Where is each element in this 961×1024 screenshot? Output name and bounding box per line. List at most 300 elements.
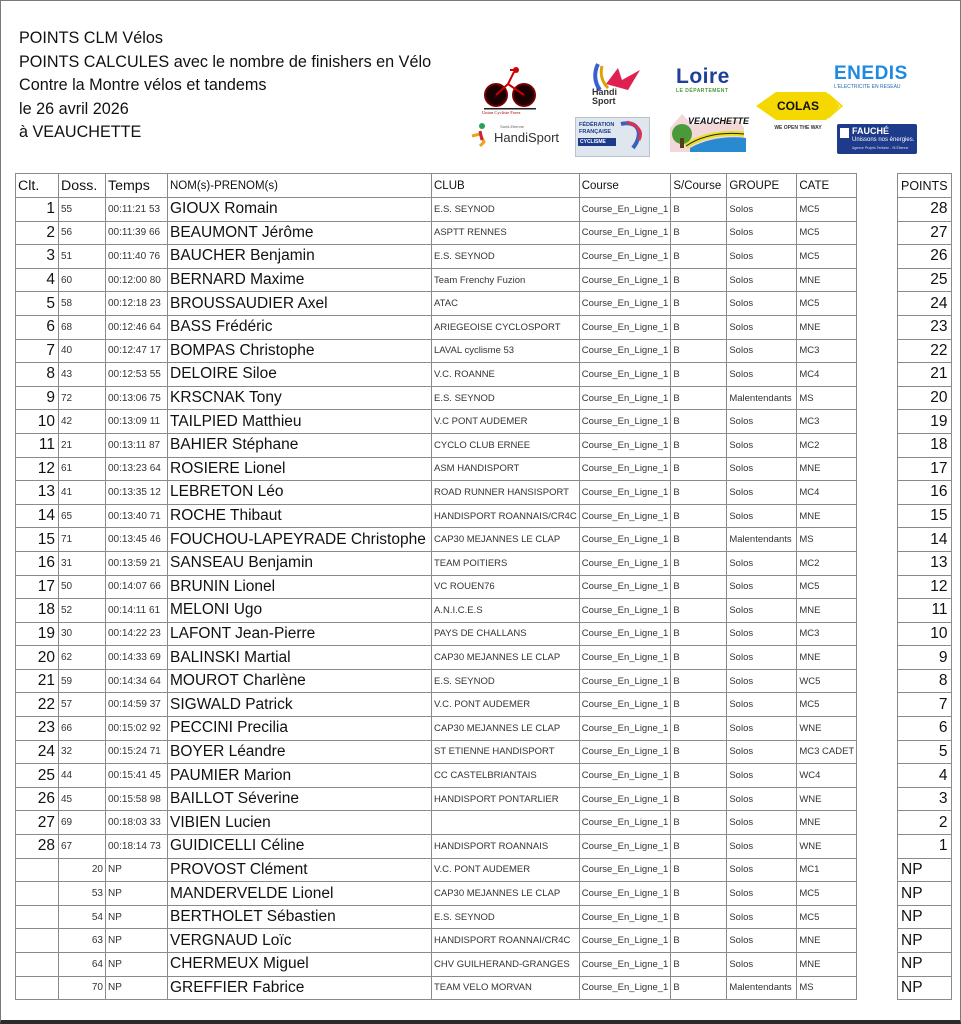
points-cell: 16 bbox=[898, 481, 952, 505]
points-cell: NP bbox=[898, 858, 952, 882]
name-cell: PAUMIER Marion bbox=[168, 764, 432, 788]
bib-cell: 68 bbox=[59, 315, 106, 339]
subcourse-cell: B bbox=[671, 811, 727, 835]
points-row bbox=[898, 811, 952, 835]
group-cell: Malentendants bbox=[727, 976, 797, 1000]
points-row bbox=[898, 669, 952, 693]
group-cell: Solos bbox=[727, 457, 797, 481]
rank-cell: 14 bbox=[16, 504, 59, 528]
time-cell: 00:18:03 33 bbox=[106, 811, 168, 835]
category-cell: MC4 bbox=[797, 481, 857, 505]
category-cell: WNE bbox=[797, 787, 857, 811]
category-cell: MNE bbox=[797, 929, 857, 953]
rank-cell: 12 bbox=[16, 457, 59, 481]
bib-cell: 58 bbox=[59, 292, 106, 316]
subcourse-cell: B bbox=[671, 481, 727, 505]
category-cell: MS bbox=[797, 386, 857, 410]
time-cell: 00:15:24 71 bbox=[106, 740, 168, 764]
time-cell: NP bbox=[106, 929, 168, 953]
table-row bbox=[16, 905, 857, 929]
club-cell: V.C. ROANNE bbox=[432, 363, 580, 387]
bib-cell: 63 bbox=[59, 929, 106, 953]
rank-cell: 4 bbox=[16, 268, 59, 292]
bib-cell: 54 bbox=[59, 905, 106, 929]
subcourse-cell: B bbox=[671, 245, 727, 269]
subcourse-cell: B bbox=[671, 669, 727, 693]
subcourse-cell: B bbox=[671, 528, 727, 552]
subcourse-cell: B bbox=[671, 882, 727, 906]
subcourse-cell: B bbox=[671, 504, 727, 528]
points-row bbox=[898, 528, 952, 552]
points-cell: 18 bbox=[898, 433, 952, 457]
club-cell: CAP30 MEJANNES LE CLAP bbox=[432, 717, 580, 741]
group-cell: Solos bbox=[727, 858, 797, 882]
subcourse-cell: B bbox=[671, 953, 727, 977]
column-header-nom: NOM(s)-PRENOM(s) bbox=[168, 174, 432, 198]
bib-cell: 62 bbox=[59, 646, 106, 670]
category-cell: WC4 bbox=[797, 764, 857, 788]
course-cell: Course_En_Ligne_1 bbox=[579, 551, 671, 575]
category-cell: MC3 bbox=[797, 622, 857, 646]
group-cell: Solos bbox=[727, 905, 797, 929]
club-cell: LAVAL cyclisme 53 bbox=[432, 339, 580, 363]
bib-cell: 40 bbox=[59, 339, 106, 363]
rank-cell: 24 bbox=[16, 740, 59, 764]
rank-cell: 7 bbox=[16, 339, 59, 363]
points-cell: 11 bbox=[898, 599, 952, 623]
group-cell: Solos bbox=[727, 835, 797, 859]
points-row bbox=[898, 953, 952, 977]
bib-cell: 52 bbox=[59, 599, 106, 623]
rank-cell: 13 bbox=[16, 481, 59, 505]
points-cell: 1 bbox=[898, 835, 952, 859]
rank-cell bbox=[16, 905, 59, 929]
points-header-row bbox=[898, 174, 952, 198]
club-cell: CHV GUILHERAND-GRANGES bbox=[432, 953, 580, 977]
group-cell: Solos bbox=[727, 787, 797, 811]
points-row bbox=[898, 575, 952, 599]
subcourse-cell: B bbox=[671, 717, 727, 741]
time-cell: 00:18:14 73 bbox=[106, 835, 168, 859]
club-cell: HANDISPORT ROANNAI/CR4C bbox=[432, 929, 580, 953]
club-cell: ASPTT RENNES bbox=[432, 221, 580, 245]
category-cell: MNE bbox=[797, 268, 857, 292]
table-row bbox=[16, 245, 857, 269]
rank-cell: 18 bbox=[16, 599, 59, 623]
time-cell: 00:14:11 61 bbox=[106, 599, 168, 623]
club-cell: V.C. PONT AUDEMER bbox=[432, 693, 580, 717]
points-cell: 24 bbox=[898, 292, 952, 316]
points-row bbox=[898, 835, 952, 859]
points-row bbox=[898, 693, 952, 717]
points-cell: 7 bbox=[898, 693, 952, 717]
group-cell: Solos bbox=[727, 433, 797, 457]
time-cell: 00:11:40 76 bbox=[106, 245, 168, 269]
course-cell: Course_En_Ligne_1 bbox=[579, 386, 671, 410]
points-cell: 6 bbox=[898, 717, 952, 741]
name-cell: ROSIERE Lionel bbox=[168, 457, 432, 481]
course-cell: Course_En_Ligne_1 bbox=[579, 315, 671, 339]
table-row bbox=[16, 622, 857, 646]
rank-cell: 15 bbox=[16, 528, 59, 552]
table-row bbox=[16, 386, 857, 410]
points-cell: NP bbox=[898, 929, 952, 953]
club-cell bbox=[432, 811, 580, 835]
name-cell: BOMPAS Christophe bbox=[168, 339, 432, 363]
course-cell: Course_En_Ligne_1 bbox=[579, 976, 671, 1000]
subcourse-cell: B bbox=[671, 693, 727, 717]
bib-cell: 32 bbox=[59, 740, 106, 764]
bib-cell: 44 bbox=[59, 764, 106, 788]
club-cell: CYCLO CLUB ERNEE bbox=[432, 433, 580, 457]
table-row bbox=[16, 693, 857, 717]
header-line-event: Contre la Montre vélos et tandems bbox=[19, 76, 267, 94]
course-cell: Course_En_Ligne_1 bbox=[579, 953, 671, 977]
rank-cell: 28 bbox=[16, 835, 59, 859]
category-cell: MNE bbox=[797, 646, 857, 670]
time-cell: NP bbox=[106, 976, 168, 1000]
group-cell: Solos bbox=[727, 268, 797, 292]
group-cell: Solos bbox=[727, 669, 797, 693]
club-cell: HANDISPORT ROANNAIS/CR4C bbox=[432, 504, 580, 528]
subcourse-cell: B bbox=[671, 457, 727, 481]
rank-cell: 26 bbox=[16, 787, 59, 811]
time-cell: 00:14:07 66 bbox=[106, 575, 168, 599]
time-cell: NP bbox=[106, 953, 168, 977]
points-cell: 12 bbox=[898, 575, 952, 599]
group-cell: Solos bbox=[727, 622, 797, 646]
points-cell: 17 bbox=[898, 457, 952, 481]
subcourse-cell: B bbox=[671, 198, 727, 222]
table-row bbox=[16, 929, 857, 953]
name-cell: BAHIER Stéphane bbox=[168, 433, 432, 457]
points-cell: 8 bbox=[898, 669, 952, 693]
time-cell: 00:12:53 55 bbox=[106, 363, 168, 387]
time-cell: 00:13:23 64 bbox=[106, 457, 168, 481]
table-row bbox=[16, 410, 857, 434]
points-cell: 9 bbox=[898, 646, 952, 670]
course-cell: Course_En_Ligne_1 bbox=[579, 363, 671, 387]
table-row bbox=[16, 433, 857, 457]
rank-cell: 6 bbox=[16, 315, 59, 339]
rank-cell bbox=[16, 858, 59, 882]
name-cell: BEAUMONT Jérôme bbox=[168, 221, 432, 245]
name-cell: TAILPIED Matthieu bbox=[168, 410, 432, 434]
time-cell: 00:15:58 98 bbox=[106, 787, 168, 811]
results-table bbox=[15, 173, 857, 1000]
time-cell: 00:13:40 71 bbox=[106, 504, 168, 528]
time-cell: 00:14:59 37 bbox=[106, 693, 168, 717]
time-cell: 00:12:18 23 bbox=[106, 292, 168, 316]
column-header-groupe: GROUPE bbox=[727, 174, 797, 198]
time-cell: 00:13:11 87 bbox=[106, 433, 168, 457]
category-cell: MC3 bbox=[797, 339, 857, 363]
club-cell: E.S. SEYNOD bbox=[432, 245, 580, 269]
points-cell: 19 bbox=[898, 410, 952, 434]
table-row bbox=[16, 551, 857, 575]
table-row bbox=[16, 528, 857, 552]
rank-cell: 2 bbox=[16, 221, 59, 245]
course-cell: Course_En_Ligne_1 bbox=[579, 457, 671, 481]
category-cell: WC5 bbox=[797, 669, 857, 693]
ucf-logo: Union Cycliste Forez bbox=[480, 64, 540, 119]
bib-cell: 61 bbox=[59, 457, 106, 481]
bib-cell: 45 bbox=[59, 787, 106, 811]
course-cell: Course_En_Ligne_1 bbox=[579, 268, 671, 292]
category-cell: MNE bbox=[797, 315, 857, 339]
points-row bbox=[898, 268, 952, 292]
fauche-logo: FAUCHÉ Unissons nos énergies. Agence Projets Tertiaire - St Étienne bbox=[837, 124, 917, 154]
name-cell: ROCHE Thibaut bbox=[168, 504, 432, 528]
time-cell: 00:14:33 69 bbox=[106, 646, 168, 670]
time-cell: 00:15:02 92 bbox=[106, 717, 168, 741]
saint-etienne-handisport-logo: Saint-Etienne HandiSport bbox=[470, 122, 560, 150]
table-row bbox=[16, 363, 857, 387]
club-cell: HANDISPORT ROANNAIS bbox=[432, 835, 580, 859]
points-cell: 3 bbox=[898, 787, 952, 811]
points-cell: 15 bbox=[898, 504, 952, 528]
course-cell: Course_En_Ligne_1 bbox=[579, 433, 671, 457]
rank-cell: 20 bbox=[16, 646, 59, 670]
column-header-points: POINTS bbox=[898, 174, 952, 198]
club-cell: E.S. SEYNOD bbox=[432, 905, 580, 929]
bib-cell: 20 bbox=[59, 858, 106, 882]
header-line-subtitle: POINTS CALCULES avec le nombre de finishers en Vélo bbox=[19, 52, 432, 71]
bib-cell: 70 bbox=[59, 976, 106, 1000]
club-cell: CC CASTELBRIANTAIS bbox=[432, 764, 580, 788]
category-cell: MC4 bbox=[797, 363, 857, 387]
club-cell: Team Frenchy Fuzion bbox=[432, 268, 580, 292]
bib-cell: 30 bbox=[59, 622, 106, 646]
points-cell: 28 bbox=[898, 198, 952, 222]
course-cell: Course_En_Ligne_1 bbox=[579, 575, 671, 599]
club-cell: E.S. SEYNOD bbox=[432, 669, 580, 693]
rank-cell: 17 bbox=[16, 575, 59, 599]
column-header-cate: CATE bbox=[797, 174, 857, 198]
group-cell: Solos bbox=[727, 481, 797, 505]
club-cell: ATAC bbox=[432, 292, 580, 316]
subcourse-cell: B bbox=[671, 339, 727, 363]
time-cell: NP bbox=[106, 905, 168, 929]
points-cell: 26 bbox=[898, 245, 952, 269]
club-cell: E.S. SEYNOD bbox=[432, 386, 580, 410]
course-cell: Course_En_Ligne_1 bbox=[579, 221, 671, 245]
points-row bbox=[898, 622, 952, 646]
document-header bbox=[19, 27, 431, 145]
group-cell: Solos bbox=[727, 646, 797, 670]
subcourse-cell: B bbox=[671, 363, 727, 387]
points-row bbox=[898, 740, 952, 764]
club-cell: ARIEGEOISE CYCLOSPORT bbox=[432, 315, 580, 339]
table-row bbox=[16, 599, 857, 623]
column-header-temps: Temps bbox=[106, 174, 168, 198]
points-cell: 22 bbox=[898, 339, 952, 363]
category-cell: MC5 bbox=[797, 575, 857, 599]
subcourse-cell: B bbox=[671, 976, 727, 1000]
table-row bbox=[16, 787, 857, 811]
colas-logo: COLAS WE OPEN THE WAY bbox=[756, 90, 844, 136]
rank-cell bbox=[16, 953, 59, 977]
bib-cell: 65 bbox=[59, 504, 106, 528]
group-cell: Malentendants bbox=[727, 528, 797, 552]
category-cell: MC5 bbox=[797, 693, 857, 717]
name-cell: MOUROT Charlène bbox=[168, 669, 432, 693]
club-cell: CAP30 MEJANNES LE CLAP bbox=[432, 882, 580, 906]
header-line-location: à VEAUCHETTE bbox=[19, 123, 142, 141]
rank-cell: 16 bbox=[16, 551, 59, 575]
time-cell: 00:11:21 53 bbox=[106, 198, 168, 222]
group-cell: Solos bbox=[727, 292, 797, 316]
category-cell: MNE bbox=[797, 811, 857, 835]
name-cell: MANDERVELDE Lionel bbox=[168, 882, 432, 906]
group-cell: Solos bbox=[727, 221, 797, 245]
course-cell: Course_En_Ligne_1 bbox=[579, 787, 671, 811]
rank-cell bbox=[16, 976, 59, 1000]
rank-cell: 23 bbox=[16, 717, 59, 741]
club-cell: ASM HANDISPORT bbox=[432, 457, 580, 481]
points-row bbox=[898, 339, 952, 363]
club-cell: A.N.I.C.E.S bbox=[432, 599, 580, 623]
course-cell: Course_En_Ligne_1 bbox=[579, 905, 671, 929]
subcourse-cell: B bbox=[671, 787, 727, 811]
name-cell: DELOIRE Siloe bbox=[168, 363, 432, 387]
course-cell: Course_En_Ligne_1 bbox=[579, 811, 671, 835]
group-cell: Solos bbox=[727, 953, 797, 977]
subcourse-cell: B bbox=[671, 599, 727, 623]
club-cell: TEAM POITIERS bbox=[432, 551, 580, 575]
points-cell: 4 bbox=[898, 764, 952, 788]
time-cell: 00:12:00 80 bbox=[106, 268, 168, 292]
points-cell: NP bbox=[898, 905, 952, 929]
name-cell: LEBRETON Léo bbox=[168, 481, 432, 505]
time-cell: 00:12:46 64 bbox=[106, 315, 168, 339]
subcourse-cell: B bbox=[671, 929, 727, 953]
category-cell: MC2 bbox=[797, 433, 857, 457]
course-cell: Course_En_Ligne_1 bbox=[579, 481, 671, 505]
points-row bbox=[898, 410, 952, 434]
time-cell: 00:14:34 64 bbox=[106, 669, 168, 693]
club-cell: CAP30 MEJANNES LE CLAP bbox=[432, 528, 580, 552]
rank-cell: 21 bbox=[16, 669, 59, 693]
course-cell: Course_En_Ligne_1 bbox=[579, 245, 671, 269]
bib-cell: 55 bbox=[59, 198, 106, 222]
points-table bbox=[897, 173, 952, 1000]
name-cell: BAUCHER Benjamin bbox=[168, 245, 432, 269]
course-cell: Course_En_Ligne_1 bbox=[579, 740, 671, 764]
column-header-course: Course bbox=[579, 174, 671, 198]
category-cell: MC5 bbox=[797, 882, 857, 906]
table-row bbox=[16, 953, 857, 977]
name-cell: BERTHOLET Sébastien bbox=[168, 905, 432, 929]
table-row bbox=[16, 504, 857, 528]
time-cell: NP bbox=[106, 882, 168, 906]
points-row bbox=[898, 363, 952, 387]
points-row bbox=[898, 717, 952, 741]
course-cell: Course_En_Ligne_1 bbox=[579, 410, 671, 434]
table-row bbox=[16, 221, 857, 245]
table-row bbox=[16, 858, 857, 882]
rank-cell bbox=[16, 882, 59, 906]
category-cell: MNE bbox=[797, 457, 857, 481]
points-row bbox=[898, 504, 952, 528]
course-cell: Course_En_Ligne_1 bbox=[579, 528, 671, 552]
bib-cell: 53 bbox=[59, 882, 106, 906]
lightning-icon bbox=[840, 128, 849, 138]
name-cell: BASS Frédéric bbox=[168, 315, 432, 339]
name-cell: FOUCHOU-LAPEYRADE Christophe bbox=[168, 528, 432, 552]
table-header-row bbox=[16, 174, 857, 198]
category-cell: MNE bbox=[797, 953, 857, 977]
loire-logo: Loire LE DÉPARTEMENT bbox=[676, 65, 730, 94]
rank-cell: 9 bbox=[16, 386, 59, 410]
table-row bbox=[16, 976, 857, 1000]
points-row bbox=[898, 787, 952, 811]
points-row bbox=[898, 929, 952, 953]
bib-cell: 60 bbox=[59, 268, 106, 292]
rank-cell: 25 bbox=[16, 764, 59, 788]
ffc-logo: FÉDÉRATION FRANÇAISE CYCLISME bbox=[575, 117, 650, 157]
group-cell: Solos bbox=[727, 551, 797, 575]
time-cell: 00:12:47 17 bbox=[106, 339, 168, 363]
group-cell: Solos bbox=[727, 245, 797, 269]
subcourse-cell: B bbox=[671, 315, 727, 339]
category-cell: MC2 bbox=[797, 551, 857, 575]
points-cell: 2 bbox=[898, 811, 952, 835]
points-row bbox=[898, 221, 952, 245]
subcourse-cell: B bbox=[671, 646, 727, 670]
bib-cell: 42 bbox=[59, 410, 106, 434]
table-row bbox=[16, 646, 857, 670]
group-cell: Solos bbox=[727, 740, 797, 764]
course-cell: Course_En_Ligne_1 bbox=[579, 693, 671, 717]
subcourse-cell: B bbox=[671, 622, 727, 646]
category-cell: MC5 bbox=[797, 292, 857, 316]
name-cell: BERNARD Maxime bbox=[168, 268, 432, 292]
course-cell: Course_En_Ligne_1 bbox=[579, 717, 671, 741]
points-cell: 21 bbox=[898, 363, 952, 387]
bib-cell: 21 bbox=[59, 433, 106, 457]
rank-cell: 5 bbox=[16, 292, 59, 316]
points-row bbox=[898, 315, 952, 339]
points-cell: 10 bbox=[898, 622, 952, 646]
subcourse-cell: B bbox=[671, 740, 727, 764]
course-cell: Course_En_Ligne_1 bbox=[579, 504, 671, 528]
course-cell: Course_En_Ligne_1 bbox=[579, 882, 671, 906]
time-cell: 00:13:45 46 bbox=[106, 528, 168, 552]
course-cell: Course_En_Ligne_1 bbox=[579, 646, 671, 670]
bib-cell: 51 bbox=[59, 245, 106, 269]
points-cell: 20 bbox=[898, 386, 952, 410]
table-row bbox=[16, 268, 857, 292]
table-row bbox=[16, 882, 857, 906]
category-cell: MC5 bbox=[797, 245, 857, 269]
club-cell: HANDISPORT PONTARLIER bbox=[432, 787, 580, 811]
handisport-logo: Handi Sport bbox=[588, 60, 644, 108]
table-row bbox=[16, 740, 857, 764]
course-cell: Course_En_Ligne_1 bbox=[579, 292, 671, 316]
name-cell: BALINSKI Martial bbox=[168, 646, 432, 670]
name-cell: MELONI Ugo bbox=[168, 599, 432, 623]
group-cell: Solos bbox=[727, 929, 797, 953]
group-cell: Solos bbox=[727, 599, 797, 623]
time-cell: 00:13:59 21 bbox=[106, 551, 168, 575]
group-cell: Solos bbox=[727, 764, 797, 788]
bib-cell: 41 bbox=[59, 481, 106, 505]
name-cell: CHERMEUX Miguel bbox=[168, 953, 432, 977]
category-cell: MC5 bbox=[797, 221, 857, 245]
subcourse-cell: B bbox=[671, 268, 727, 292]
rank-cell bbox=[16, 929, 59, 953]
